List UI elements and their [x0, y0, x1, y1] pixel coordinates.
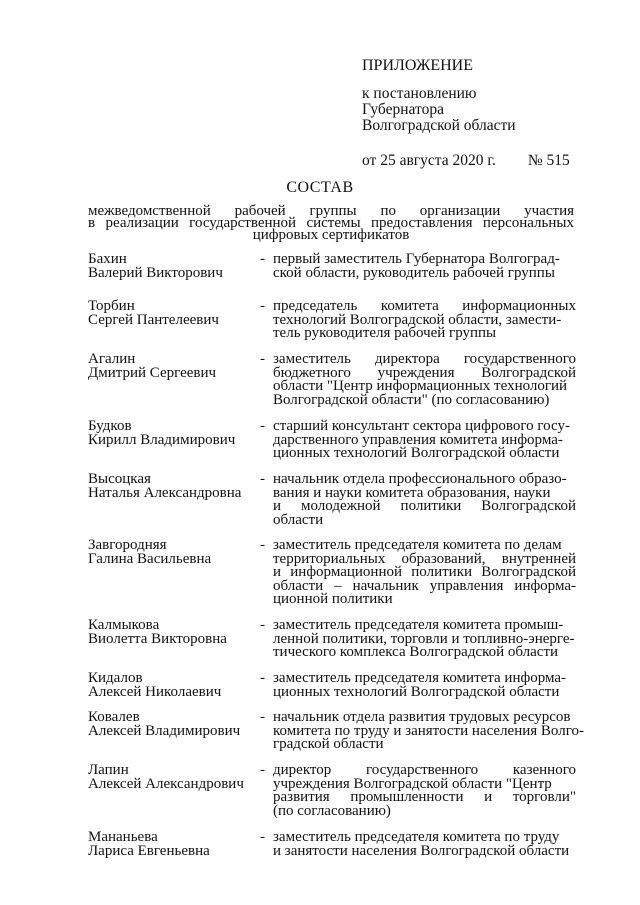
member-surname: Мананьева [88, 829, 158, 845]
member-role [273, 420, 576, 461]
member-role [273, 709, 584, 752]
member-role-line: бюджетного учреждения Волгоградской [273, 364, 576, 381]
member-role-line: первый заместитель Губернатора Волгоград- [273, 251, 560, 267]
member-name [88, 353, 263, 380]
member-role [273, 253, 576, 280]
member-name [88, 253, 263, 280]
appendix-number: № 515 [527, 152, 570, 169]
member-role-line: и занятости населения Волгоградской области [273, 842, 570, 859]
member-role-line: ленной политики, торговли и топливно-энерге- [273, 630, 575, 647]
member-role [273, 353, 576, 407]
member-role-line: области "Центр информационных технологий [273, 378, 568, 394]
subtitle-line: цифровых сертификатов [252, 227, 410, 243]
appendix-line-region: Волгоградской области [362, 117, 516, 134]
member-role-line: заместитель председателя комитета по делам [273, 537, 562, 553]
member-name [88, 831, 263, 858]
member-given-names: Виолетта Викторовна [88, 630, 227, 647]
member-role-line: и молодежной политики Волгоградской [273, 498, 576, 514]
subtitle-line: в реализации государственной системы предоставления персональных [88, 215, 574, 231]
member-surname: Будков [88, 418, 132, 434]
member-role-line: ционных технологий Волгоградской области [273, 445, 560, 461]
member-name [88, 420, 263, 447]
member-given-names: Валерий Викторович [88, 264, 223, 281]
member-role-line: ционной политики [273, 591, 393, 607]
member-role [273, 619, 576, 660]
member-surname: Торбин [88, 298, 135, 314]
member-role-line: старший консультант сектора цифрового госу- [273, 418, 570, 434]
member-role-line: территориальных образований, внутренней [273, 550, 576, 567]
member-surname: Бахин [88, 251, 127, 267]
member-role-line: тель руководителя рабочей группы [273, 325, 497, 341]
member-entry [88, 473, 576, 539]
appendix-date-row [362, 153, 570, 169]
member-name [88, 672, 263, 699]
member-dash: - [260, 251, 265, 267]
document-subtitle [88, 205, 574, 241]
subtitle-line: межведомственной рабочей группы по организации участия [88, 203, 574, 219]
member-entry [88, 539, 576, 619]
member-role-line: ской области, руководитель рабочей группы [273, 264, 555, 281]
member-name [88, 473, 263, 500]
member-dash: - [260, 298, 265, 314]
member-role [273, 831, 576, 858]
member-given-names: Наталья Александровна [88, 484, 242, 501]
member-dash: - [260, 829, 265, 845]
member-entry [88, 353, 576, 420]
appendix-header [362, 58, 570, 169]
member-role-line: вания и науки комитета образования, науки [273, 484, 551, 501]
member-role-line: заместитель директора государственного [273, 351, 576, 367]
member-entry [88, 764, 576, 831]
member-dash: - [260, 471, 265, 487]
member-role-line: комитета по труду и занятости населения Волго- [273, 722, 584, 739]
document-title: СОСТАВ [286, 179, 354, 196]
member-entry [88, 420, 576, 473]
member-role-line: технологий Волгоградской области, замести- [273, 311, 562, 328]
member-dash: - [260, 537, 265, 553]
members-list [88, 251, 584, 871]
member-role-line: области – начальник управления информа- [273, 577, 576, 594]
appendix-line-decree: к постановлению [362, 85, 477, 102]
member-role-line: дарственного управления комитета информа- [273, 431, 563, 448]
member-given-names: Алексей Владимирович [88, 722, 241, 739]
member-given-names: Лариса Евгеньевна [88, 842, 210, 859]
member-surname: Агалин [88, 351, 136, 367]
member-name [88, 619, 263, 646]
member-given-names: Галина Васильевна [88, 550, 212, 567]
member-role-line: заместитель председателя комитета по труду [273, 829, 560, 845]
member-role-line: заместитель председателя комитета информа- [273, 670, 567, 686]
member-entry [88, 253, 576, 300]
member-role [273, 539, 576, 607]
member-entry [88, 672, 576, 711]
member-role [273, 764, 576, 818]
member-role-line: начальник отдела развития трудовых ресурсов [273, 709, 571, 725]
member-role-line: градской области [273, 736, 384, 752]
member-role-line: председатель комитета информационных [273, 298, 576, 314]
member-surname: Завгородняя [88, 537, 167, 553]
member-role-line: области [273, 511, 324, 528]
member-surname: Калмыкова [88, 617, 160, 633]
member-name [88, 539, 263, 566]
member-dash: - [260, 709, 265, 725]
member-given-names: Алексей Николаевич [88, 683, 222, 700]
member-dash: - [260, 670, 265, 686]
member-role-line: развития промышленности и торговли" [273, 789, 576, 805]
appendix-line-governor: Губернатора [362, 101, 444, 118]
member-name [88, 711, 263, 738]
member-given-names: Кирилл Владимирович [88, 431, 236, 448]
member-role-line: тического комплекса Волгоградской области [273, 644, 559, 660]
member-role [273, 672, 576, 699]
member-role-line: начальник отдела профессионального образо- [273, 471, 567, 487]
member-surname: Лапин [88, 762, 129, 778]
member-name [88, 764, 263, 791]
member-entry [88, 619, 576, 672]
member-dash: - [260, 617, 265, 633]
member-role-line: и информационной политики Волгоградской [273, 564, 576, 580]
member-surname: Кидалов [88, 670, 143, 686]
member-given-names: Дмитрий Сергеевич [88, 364, 217, 381]
member-dash: - [260, 418, 265, 434]
member-role [273, 473, 576, 527]
member-entry [88, 709, 584, 764]
member-role [273, 300, 576, 341]
appendix-date: от 25 августа 2020 г. [362, 152, 496, 169]
member-dash: - [260, 762, 265, 778]
member-dash: - [260, 351, 265, 367]
member-entry [88, 831, 576, 871]
member-given-names: Алексей Александрович [88, 775, 244, 792]
member-role-line: учреждения Волгоградской области "Центр [273, 775, 552, 792]
member-name [88, 300, 263, 327]
member-role-line: (по согласованию) [273, 802, 391, 819]
member-given-names: Сергей Пантелеевич [88, 311, 219, 328]
member-entry [88, 300, 576, 353]
member-surname: Ковалев [88, 709, 140, 725]
member-role-line: директор государственного казенного [273, 762, 576, 778]
member-surname: Высоцкая [88, 471, 151, 487]
appendix-title: ПРИЛОЖЕНИЕ [362, 57, 474, 74]
member-role-line: заместитель председателя комитета промыш- [273, 617, 564, 633]
member-role-line: ционных технологий Волгоградской области [273, 683, 560, 700]
member-role-line: Волгоградской области" (по согласованию) [273, 391, 550, 408]
